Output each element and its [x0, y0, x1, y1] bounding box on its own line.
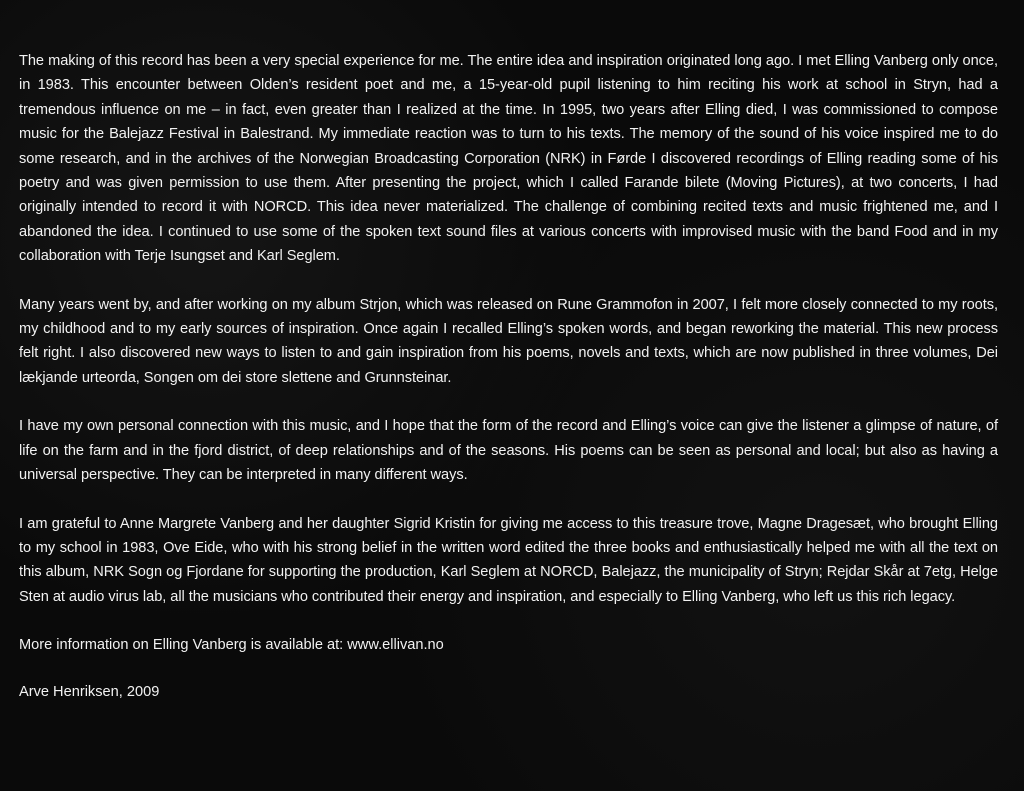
paragraph-years: Many years went by, and after working on my album Strjon, which was released on Rune Grammofon in 2007, I felt more closely connected to my roots, my childhood and to my early sources of inspiration. Once again I recalled Elling’s spoken words, and began reworking the material. This new process felt right. I also discovered new ways to listen to and gain inspiration from his poems, novels and texts, which are now published in three volumes, Dei lækjande urteorda, Songen om dei store slettene and Grunnsteinar.: [19, 296, 998, 386]
more-information-line: More information on Elling Vanberg is available at: www.ellivan.no: [19, 637, 444, 654]
paragraph-intro: The making of this record has been a very special experience for me. The entire idea and inspiration originated long ago. I met Elling Vanberg only once, in 1983. This encounter between Olden’s resident poet and me, a 15-year-old pupil listening to him reciting his work at school in Stryn, had a tremendous influence on me – in fact, even greater than I realized at the time. In 1995, two years after Elling died, I was commissioned to compose music for the Balejazz Festival in Balestrand. My immediate reaction was to turn to his texts. The memory of the sound of his voice inspired me to do some research, and in the archives of the Norwegian Broadcasting Corporation (NRK) in Førde I discovered recordings of Elling reading some of his poetry and was given permission to use them. After presenting the project, which I called Farande bilete (Moving Pictures), at two concerts, I had originally intended to record it with NORCD. This idea never materialized. The challenge of combining recited texts and music frightened me, and I abandoned the idea. I continued to use some of the spoken text sound files at various concerts with improvised music with the band Food and in my collaboration with Terje Isungset and Karl Seglem.: [19, 53, 998, 265]
paragraph-acknowledgements: I am grateful to Anne Margrete Vanberg and her daughter Sigrid Kristin for giving me access to this treasure trove, Magne Dragesæt, who brought Elling to my school in 1983, Ove Eide, who with his strong belief in the written word edited the three books and enthusiastically helped me with all the text on this album, NRK Sogn og Fjordane for supporting the production, Karl Seglem at NORCD, Balejazz, the municipality of Stryn; Rejdar Skår at 7etg, Helge Sten at audio virus lab, all the musicians who contributed their energy and inspiration, and especially to Elling Vanberg, who left us this rich legacy.: [19, 515, 998, 605]
signature: Arve Henriksen, 2009: [19, 683, 160, 700]
paragraph-connection: I have my own personal connection with this music, and I hope that the form of the record and Elling’s voice can give the listener a glimpse of nature, of life on the farm and in the fjord district, of deep relationships and of the seasons. His poems can be seen as personal and local; but also as having a universal perspective. They can be interpreted in many different ways.: [19, 418, 998, 484]
